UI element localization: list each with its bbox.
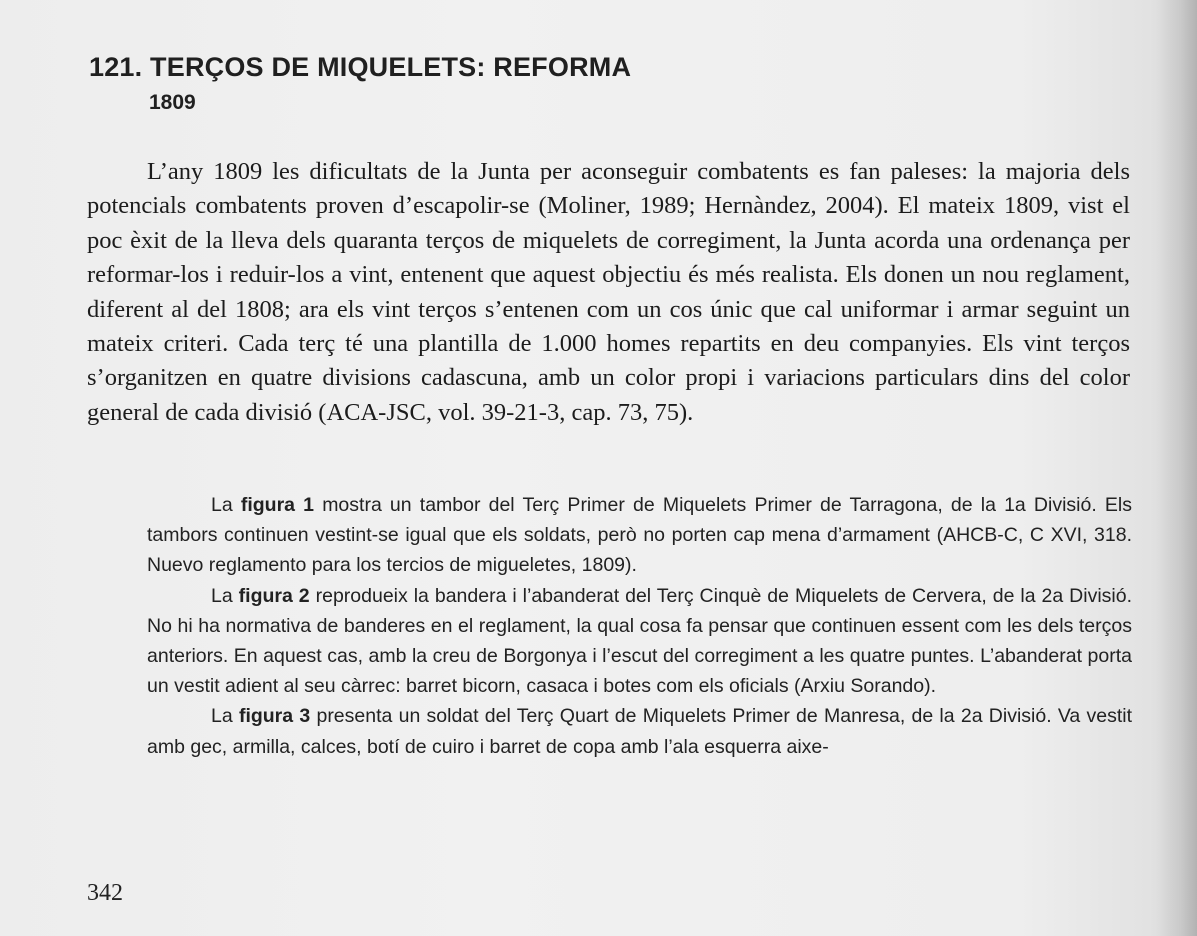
figure-reference: figura 1 xyxy=(240,494,315,516)
section-title: 121. TERÇOS DE MIQUELETS: REFORMA xyxy=(89,52,632,82)
main-paragraph: L’any 1809 les dificultats de la Junta per aconseguir combatents es fan paleses: la majoria dels potencials combatents proven d’escapolir-se (Moliner, 1989; Hernàndez, 2004). El mateix 1809, vist el poc èxit de la lleva dels quaranta terços de miquelets de corregiment, la Junta acorda una ordenança per reformar-los i reduir-los a vint, entenent que aquest objectiu és més realista. Els donen un nou reglament, diferent al del 1808; ara els vint terços s’entenen com un cos únic que cal uniformar i armar seguint un mateix criteri. Cada terç té una plantilla de 1.000 homes repartits en deu companyies. Els vint terços s’organitzen en quatre divisions cadascuna, amb un color propi i variacions particulars dins del color general de cada divisió (ACA-JSC, vol. 39-21-3, cap. 73, 75). xyxy=(87,158,1130,426)
figure-captions xyxy=(147,490,1132,762)
page-number: 342 xyxy=(87,880,123,906)
caption-prefix: La xyxy=(211,584,233,607)
caption-prefix: La xyxy=(211,494,233,516)
figure-reference: figura 2 xyxy=(238,584,310,607)
figure-reference: figura 3 xyxy=(238,705,311,728)
caption-figure-1 xyxy=(147,490,1132,581)
caption-figure-2 xyxy=(147,581,1132,702)
caption-text: presenta un soldat del Terç Quart de Miquelets Primer de Manresa, de la 2a Divisió. Va vestit amb gec, armilla, calces, botí de cuiro i barret de copa amb l’ala esquerra aixe- xyxy=(147,705,1133,758)
page-edge-shadow xyxy=(1157,0,1197,936)
caption-text: reprodueix la bandera i l’abanderat del Terç Cinquè de Miquelets de Cervera, de la 2a Divisió. No hi ha normativa de banderes en el reglament, la qual cosa fa pensar que continuen essent com les dels terços anteriors. En aquest cas, amb la creu de Borgonya i l’escut del corregiment a les quatre puntes. L’abanderat porta un vestit adient al seu càrrec: barret bicorn, casaca i botes com els oficials (Arxiu Sorando). xyxy=(147,584,1133,698)
section-year: 1809 xyxy=(149,91,196,114)
caption-text: mostra un tambor del Terç Primer de Miquelets Primer de Tarragona, de la 1a Divisió. Els tambors continuen vestint-se igual que els soldats, però no porten cap mena d’armament (AHCB-C, C XVI, 318. Nuevo reglamento para los tercios de migueletes, 1809). xyxy=(147,494,1132,577)
caption-figure-3 xyxy=(147,701,1132,761)
caption-prefix: La xyxy=(211,705,233,728)
